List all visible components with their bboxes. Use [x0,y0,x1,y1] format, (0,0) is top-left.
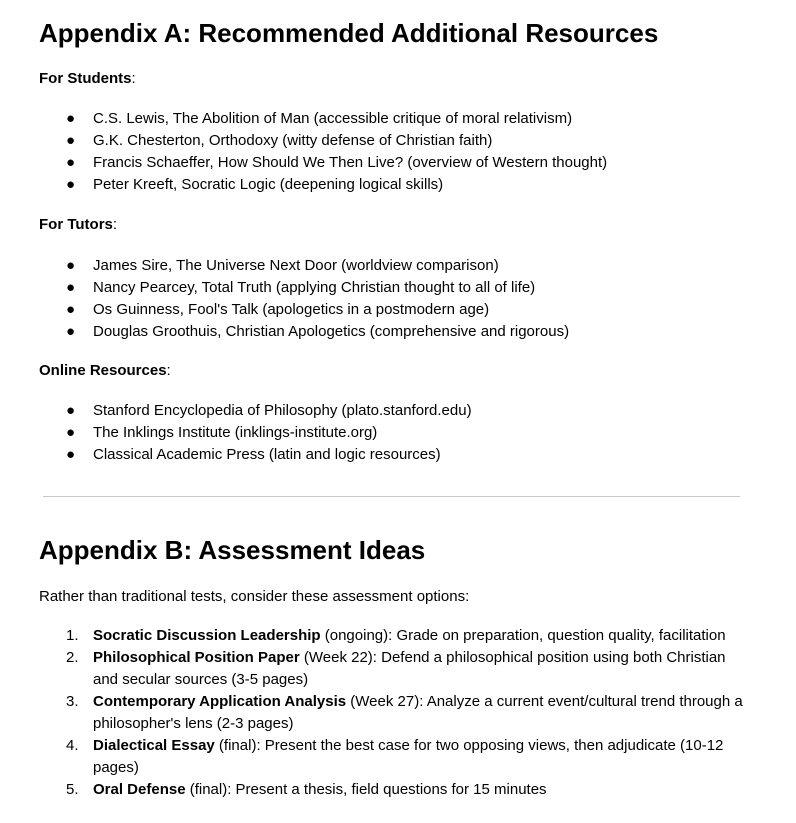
colon: : [131,70,136,87]
section-for-students [39,68,743,196]
section-label [39,68,743,90]
list-item [39,152,743,174]
item-title: Socratic Discussion Leadership [93,627,321,644]
item-text: (ongoing): Grade on preparation, question quality, facilitation [320,627,726,644]
bullet-icon: ● [66,301,76,318]
colon: : [112,216,118,233]
bullet-icon: ● [66,110,76,127]
section-for-tutors [39,214,743,343]
list-item [39,174,743,196]
section-online-resources [39,360,743,466]
list-item [39,130,743,152]
bullet-icon: ● [66,446,76,463]
label-text: For Tutors [39,216,113,233]
students-list [39,108,743,196]
item-text: James Sire, The Universe Next Door (worldview comparison) [93,257,499,274]
item-text: Os Guinness, Fool's Talk (apologetics in a postmodern age) [93,301,490,318]
bullet-icon: ● [66,279,76,296]
appendix-a-title: Appendix A: Recommended Additional Resources [39,18,659,48]
item-text: Nancy Pearcey, Total Truth (applying Christian thought to all of life) [93,279,536,296]
list-item [39,691,743,735]
assessment-list [39,625,743,801]
item-text: G.K. Chesterton, Orthodoxy (witty defense of Christian faith) [93,132,493,149]
list-item [39,647,743,691]
colon: : [166,362,171,379]
section-label [39,214,743,236]
list-item [39,625,743,647]
item-text: The Inklings Institute (inklings-institute.org) [93,424,378,441]
item-text: (final): Present a thesis, field questions for 15 minutes [185,781,547,798]
bullet-icon: ● [66,257,76,274]
item-text: Douglas Groothuis, Christian Apologetics (comprehensive and rigorous) [93,323,570,340]
appendix-b-intro: Rather than traditional tests, consider these assessment options: [39,588,470,605]
item-number: 2. [66,649,79,666]
list-item [39,735,743,779]
appendix-b-title: Appendix B: Assessment Ideas [39,535,426,565]
list-item [39,277,743,299]
item-text: Stanford Encyclopedia of Philosophy (plato.stanford.edu) [93,402,472,419]
list-item [39,321,743,343]
item-text: Classical Academic Press (latin and logic resources) [93,446,441,463]
section-label [39,360,743,382]
online-list [39,400,743,466]
tutors-list [39,255,743,343]
item-text: Francis Schaeffer, How Should We Then Live? (overview of Western thought) [93,154,608,171]
item-text: (Week 22): Defend a philosophical position using both Christian and secular sources (3-5 pages) [93,649,726,688]
bullet-icon: ● [66,176,76,193]
bullet-icon: ● [66,424,76,441]
list-item [39,255,743,277]
list-item [39,422,743,444]
label-text: Online Resources [39,362,167,379]
item-text: (final): Present the best case for two opposing views, then adjudicate (10-12 pages) [93,737,724,776]
item-text: C.S. Lewis, The Abolition of Man (accessible critique of moral relativism) [93,110,573,127]
list-item [39,444,743,466]
list-item [39,779,743,801]
item-number: 3. [66,693,79,710]
item-title: Contemporary Application Analysis [93,693,347,710]
bullet-icon: ● [66,132,76,149]
label-text: For Students [39,70,132,87]
list-item [39,400,743,422]
item-text: (Week 27): Analyze a current event/cultural trend through a philosopher's lens (2-3 pages) [93,693,743,732]
item-number: 4. [66,737,79,754]
bullet-icon: ● [66,154,76,171]
item-number: 5. [66,781,79,798]
section-divider [43,496,740,497]
bullet-icon: ● [66,402,76,419]
item-title: Philosophical Position Paper [93,649,300,666]
item-number: 1. [66,627,79,644]
list-item [39,108,743,130]
item-title: Dialectical Essay [93,737,215,754]
item-title: Oral Defense [93,781,186,798]
bullet-icon: ● [66,323,76,340]
list-item [39,299,743,321]
item-text: Peter Kreeft, Socratic Logic (deepening logical skills) [93,176,444,193]
